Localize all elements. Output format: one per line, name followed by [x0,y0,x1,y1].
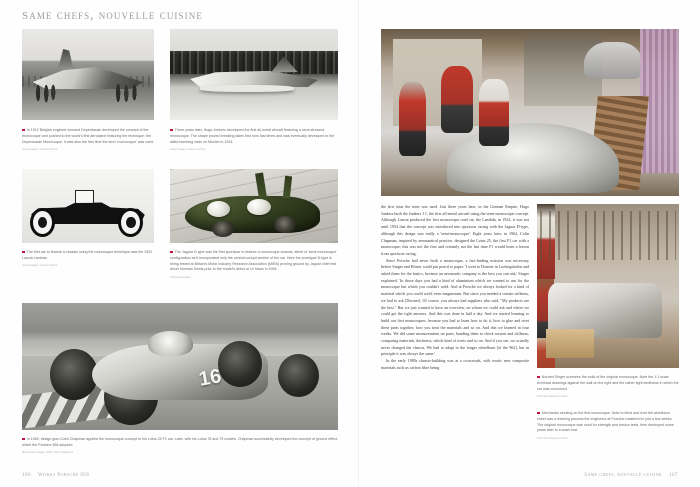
photo-detail-rear-wheel [118,208,143,238]
figure-caption-aircraft-junkers [170,128,338,152]
photo-artwork [170,29,338,120]
caption-bullet-icon [170,251,173,254]
running-title: Works Porsche 956 [37,472,90,478]
photo-detail-headlamp [247,199,271,215]
page-number: 166 [22,472,31,478]
caption-credit: Press Association [170,275,192,279]
figure-photo-aircraft-junkers [170,29,338,120]
photo-detail-tyre [278,354,319,397]
body-paragraph: In the early 1980s chassis-building was at a crossroads, with exotic new composite materials such as carbon fibre being [381,358,529,370]
caption-bullet-icon [537,376,540,379]
caption-body [537,411,679,434]
folio-left [22,472,89,478]
caption-credit: Getty Images / Hulton Archive [22,264,58,268]
figure-photo-lotus-25 [22,303,338,430]
photo-detail-worker [441,66,474,133]
caption-bullet-icon [22,438,25,441]
photo-detail-wooden-crate [546,329,594,359]
photo-detail-driver [148,331,192,356]
photo-detail-tyre [218,341,262,387]
caption-bullet-icon [170,129,173,132]
chapter-heading: same chefs, nouvelle cuisine [22,7,203,23]
caption-body [170,128,338,145]
photo-artwork [22,29,154,120]
photo-detail-front-wheel [30,208,55,238]
photo-detail-tool-rack [540,211,676,260]
figure-caption-norbert-singer [537,375,679,399]
caption-body [22,250,154,262]
caption-text: In 1962, design guru Colin Chapman applied the monocoque concept to his Lotus 25 F1 car. Later, with his Lotus 78 and 79 models, Chapman successfully developed the concept of ground effect, which the Porsche 956 adopted. [22,437,338,447]
body-text-column [381,204,529,372]
photo-detail-wheel [274,216,296,232]
photo-detail-windscreen [75,190,94,203]
figure-photo-weissach-build [381,29,679,196]
caption-body [170,250,338,273]
photo-artwork [22,303,338,430]
caption-credit: Motorsport Images / Motor Sport Magazine [22,451,74,455]
photo-detail-treeline [170,51,338,75]
photo-detail-tail [56,49,73,69]
figure-caption-lotus-25 [22,437,338,455]
figure-photo-monocoque-tub [537,204,679,368]
figure-photo-lancia-lambda [22,169,154,243]
photo-detail-float [200,85,294,91]
photo-detail-worker [399,82,426,155]
figure-caption-lancia-lambda [22,250,154,268]
caption-text: Three years later, Hugo Junkers developed the first all-metal aircraft featuring a semi-stressed monocoque. The shape proved breaking takes first runs fast times and was eventually developed in the allied bombing raids on Munich in 1944. [170,128,335,144]
caption-text: Norbert Singer oversees the build of the original monocoque. Note the 1:1 scale technical drawings against the wall on the right and the rather tight bedframe in which the car was conceived. [537,375,679,391]
photo-detail-figures [30,75,146,106]
figure-caption-aircraft-deperdussin [22,128,154,152]
page-number: 167 [669,472,678,478]
caption-credit: Getty Images / Hulton Archive [22,147,58,151]
photo-artwork [537,204,679,368]
photo-detail-race-number: 16 [197,364,223,391]
running-title: Same chefs, nouvelle cuisine [584,472,663,478]
photo-artwork [170,169,338,243]
figure-caption-mechanics-tub [537,411,679,440]
photo-detail-wheel [212,221,234,237]
caption-body [22,128,154,145]
caption-bullet-icon [22,251,25,254]
photo-detail-worker [479,79,509,146]
caption-text: The first car to feature a chassis using the monocoque technique was the 1922 Lancia Lambda. [22,250,153,260]
body-paragraph: Since Porsche had never built a monocoque, a fact-finding mission was necessary before Singer and Bötzer could put pencil to paper. 'I went to Dornier in Ludwigshafen and asked them for the basics, because an aeronautic company is the best you can ask,' Singer explained. 'In those days you had a kind of aluminium which we wanted to use for the monocoque but which you couldn't weld. And at Porsche we always looked for a kind of material which you could weld, even magnesium. But since you needed a certain stiffness, we had to ask [Dornier]. Of course, you always had suppliers who said, "My products are the best." But we just wanted to have an overview, on whom we could ask and where we could get the right answers. And this was done in half a day. And we started learning to build our first monocoques, because you had to learn how to do it, how to glue and rivet these parts together, how you treat the materials and so on. And this we learned in four weeks. We did some measurements on parts, bonding them to check torsion and stiffness, comparing materials, thickness, which kind of rivets and so on. And if you see, we actually never changed the chassis. We had to adapt to the longer wheelbase [of the 962], but in principle it was always the same.' [381,257,529,357]
figure-photo-jaguar-dtype [170,169,338,243]
caption-bullet-icon [22,129,25,132]
photo-artwork [381,29,679,196]
caption-credit: Getty Images / Hulton Archive [170,147,206,151]
photo-detail-tyre [50,349,97,400]
figure-caption-jaguar-dtype [170,250,338,279]
caption-text: Mechanics working on the first monocoque. Note to blind and rivet the aluminium sheet was a learning process the engineers at Porsche mastered in just a few weeks. The original monocoque was used for strength and torsion tests, then destroyed some years later in a crash test. [537,411,674,433]
photo-detail-background-car [584,42,644,79]
caption-bullet-icon [537,412,540,415]
caption-text: In 1912 Belgian engineer Armand Deperdussin developed the concept of the monocoque and pushed to the world's first aeroplane featuring the technique: the Deperdussin Monocoque. It was also the first time the term 'monocoque' was used. [22,128,155,144]
folio-right [584,472,678,478]
caption-credit: Porsche Museum Archive [537,394,568,398]
photo-artwork [22,169,154,243]
caption-text: The Jaguar D-type was the first sportscar to feature a monocoque chassis, albeit of 'semi-monocoque' configuration as it incorporated only the central cockpit section of the car. Here the prototype D-type is being tested at Britain's Motor Industry Research Association (MIRA) proving ground by Jaguar chief test driver Norman Dewis prior to the model's debut at Le Mans in 1954. [170,250,337,272]
caption-body [22,437,338,449]
caption-body [537,375,679,392]
body-paragraph: the first time the term was used. Just three years later, in the German Empire, Hugo Junkers built the Junkers J 1, the first all-metal aircraft using the semi-monocoque concept. Although Lancia produced the first monocoque road car, the Lambda, in 1922, it was not until 1954 that the concept was introduced into sportscar racing with the Jaguar D-type, although this design was really a 'semi-monocoque'. Eight years later, in 1962, Colin Chapman, inspired by aeronautical practice, designed the Lotus 25, the first F1 car with a monocoque; this was not the first and certainly not the last time F1 would learn a lesson from sportscar racing. [381,204,529,256]
caption-credit: Porsche Museum Archive [537,436,568,440]
figure-photo-aircraft-deperdussin [22,29,154,120]
right-page [358,0,700,487]
